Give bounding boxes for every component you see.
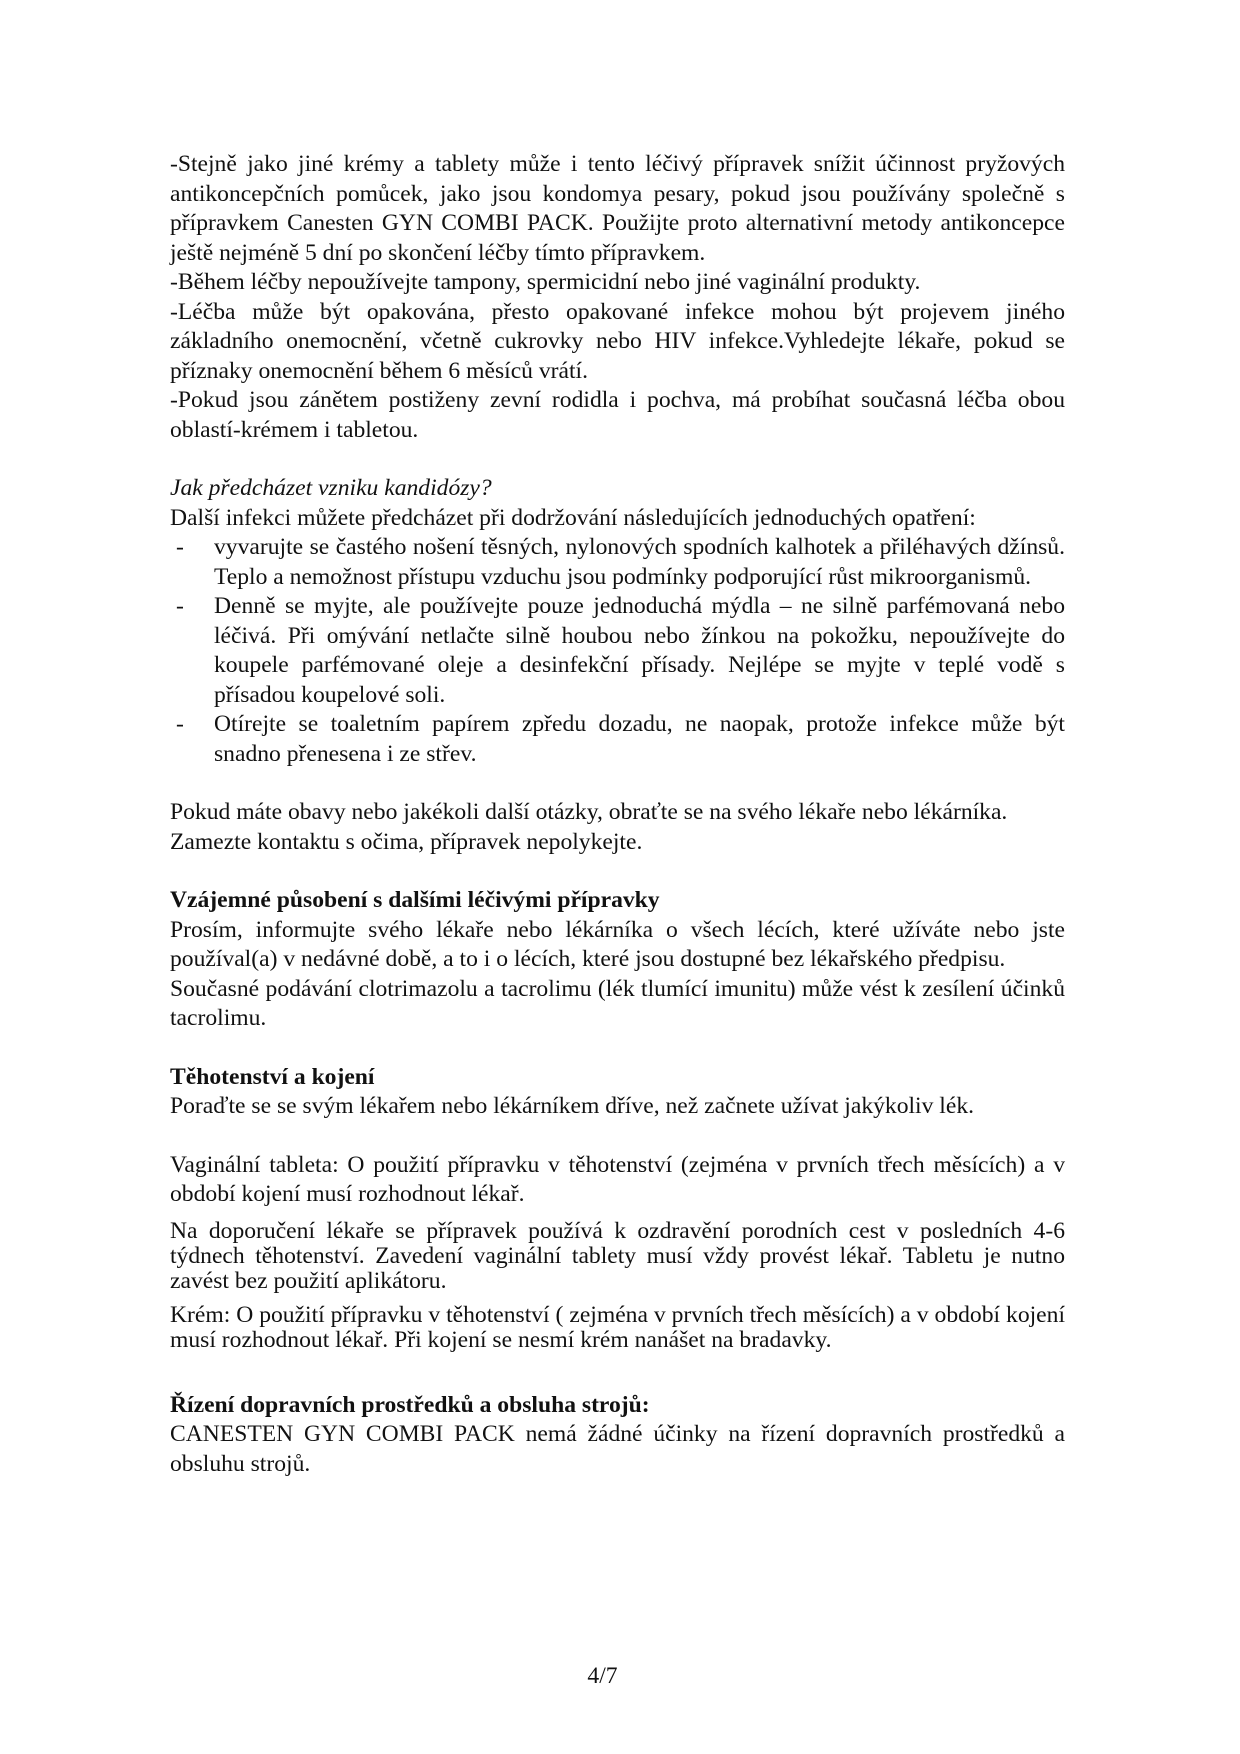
list-item-text: Otírejte se toaletním papírem zpředu dozadu, ne naopak, protože infekce může být snadno přenesena i ze střev. bbox=[214, 711, 1065, 767]
tablet-pregnancy-paragraph: Vaginální tableta: O použití přípravku v těhotenství (zejména v prvních třech měsících) a v období kojení musí rozhodnout lékař. bbox=[170, 1151, 1065, 1207]
questions-paragraph: Pokud máte obavy nebo jakékoli další otázky, obraťte se na svého lékaře nebo lékárníka. bbox=[170, 799, 1008, 825]
interactions-heading: Vzájemné působení s dalšími léčivými přípravky bbox=[170, 887, 660, 913]
contraception-warning-paragraph: -Stejně jako jiné krémy a tablety může i tento léčivý přípravek snížit účinnost pryžových antikoncepčních pomůcek, jako jsou kondomya pesary, pokud jsou používány společně s přípravkem Canesten GYN COMBI PACK. Použijte proto alternativní metody antikoncepce ještě nejméně 5 dní po skončení léčby tímto přípravkem. bbox=[170, 151, 1065, 266]
page-content bbox=[170, 150, 1065, 1479]
pregnancy-intro: Poraďte se se svým lékařem nebo lékárníkem dříve, než začnete užívat jakýkoliv lék. bbox=[170, 1093, 975, 1119]
dash-bullet: - bbox=[176, 711, 184, 737]
list-item-text: Denně se myjte, ale používejte pouze jednoduchá mýdla – ne silně parfémovaná nebo léčivá. Při omývání netlačte silně houbou nebo žínkou na pokožku, nepoužívejte do koupele parfémované oleje a desinfekční přísady. Nejlépe se myjte v teplé vodě s přísadou koupelové soli. bbox=[214, 593, 1065, 708]
tacrolimus-paragraph: Současné podávání clotrimazolu a tacrolimu (lék tlumící imunitu) může vést k zesílení účinků tacrolimu. bbox=[170, 975, 1065, 1031]
list-item bbox=[170, 710, 1065, 769]
cream-pregnancy-paragraph: Krém: O použití přípravku v těhotenství ( zejména v prvních třech měsících) a v období kojení musí rozhodnout lékař. Při kojení se nesmí krém nanášet na bradavky. bbox=[170, 1301, 1065, 1353]
eye-contact-warning: Zamezte kontaktu s očima, přípravek nepolykejte. bbox=[170, 828, 643, 855]
prevention-list bbox=[170, 533, 1065, 769]
dash-bullet: - bbox=[176, 593, 184, 619]
list-item-text: vyvarujte se častého nošení těsných, nylonových spodních kalhotek a přiléhavých džínsů. Teplo a nemožnost přístupu vzduchu jsou podmínky podporující růst mikroorganismů. bbox=[214, 534, 1065, 590]
driving-heading: Řízení dopravních prostředků a obsluha strojů: bbox=[170, 1391, 650, 1418]
repeat-treatment-paragraph: -Léčba může být opakována, přesto opakované infekce mohou být projevem jiného základního onemocnění, včetně cukrovky nebo HIV infekce.Vyhledejte lékaře, pokud se příznaky onemocnění během 6 měsíců vrátí. bbox=[170, 298, 1065, 384]
prevention-lead: Další infekci můžete předcházet při dodržování následujících jednoduchých opatření: bbox=[170, 504, 976, 531]
prevention-title: Jak předcházet vzniku kandidózy? bbox=[170, 475, 492, 501]
tampon-warning-paragraph: -Během léčby nepoužívejte tampony, spermicidní nebo jiné vaginální produkty. bbox=[170, 269, 921, 295]
recommendation-paragraph: Na doporučení lékaře se přípravek používá k ozdravění porodních cest v posledních 4-6 týdnech těhotenství. Zavedení vaginální tablety musí vždy provést lékař. Tabletu je nutno zavést bez použití aplikátoru. bbox=[170, 1217, 1065, 1294]
combined-treatment-paragraph: -Pokud jsou zánětem postiženy zevní rodidla i pochva, má probíhat současná léčba obou oblastí-krémem i tabletou. bbox=[170, 387, 1065, 443]
list-item bbox=[170, 533, 1065, 592]
list-item bbox=[170, 592, 1065, 710]
page-number: 4/7 bbox=[587, 1663, 618, 1689]
dash-bullet: - bbox=[176, 534, 184, 560]
driving-text: CANESTEN GYN COMBI PACK nemá žádné účinky na řízení dopravních prostředků a obsluhu strojů. bbox=[170, 1421, 1065, 1477]
pregnancy-heading: Těhotenství a kojení bbox=[170, 1063, 375, 1090]
interactions-paragraph: Prosím, informujte svého lékaře nebo lékárníka o všech lécích, které užíváte nebo jste používal(a) v nedávné době, a to i o lécích, které jsou dostupné bez lékařského předpisu. bbox=[170, 916, 1065, 972]
